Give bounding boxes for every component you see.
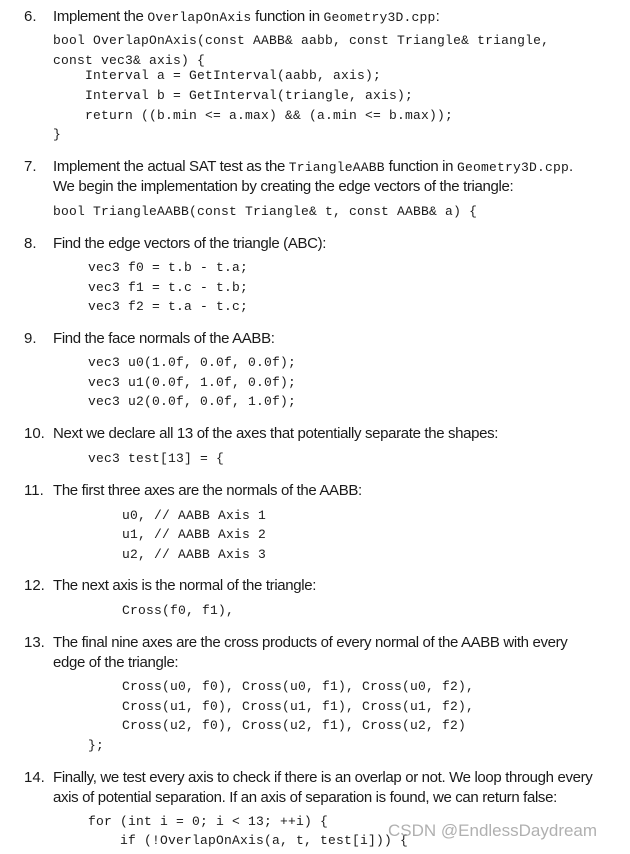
step-6-number: 6.	[24, 8, 37, 25]
code-line: Interval b = GetInterval(triangle, axis);	[53, 88, 414, 103]
code-line: u2, // AABB Axis 3	[122, 547, 267, 562]
step-13-text: The final nine axes are the cross products of every normal of the AABB with every	[53, 634, 568, 651]
watermark: CSDN @EndlessDaydream	[388, 821, 598, 840]
step-10-text: Next we declare all 13 of the axes that potentially separate the shapes:	[53, 425, 499, 442]
code-line: Cross(u2, f0), Cross(u2, f1), Cross(u2, f2)	[122, 718, 467, 733]
code-line: vec3 u1(0.0f, 1.0f, 0.0f);	[88, 375, 297, 390]
code-line: bool OverlapOnAxis(const AABB& aabb, const Triangle& triangle,	[53, 33, 550, 48]
step-8-number: 8.	[24, 235, 37, 252]
code-line: Cross(f0, f1),	[122, 603, 235, 618]
inline-code: Geometry3D.cpp	[456, 160, 570, 175]
inline-code: TriangleAABB	[288, 160, 385, 175]
step-14-number: 14.	[24, 769, 45, 786]
step-7-text	[53, 157, 625, 178]
code-line: vec3 u2(0.0f, 0.0f, 1.0f);	[88, 394, 297, 409]
step-6-text	[53, 7, 625, 28]
step-9-number: 9.	[24, 330, 37, 347]
step-7-text-line2: We begin the implementation by creating the edge vectors of the triangle:	[53, 178, 514, 195]
step-14-text: Finally, we test every axis to check if there is an overlap or not. We loop through every	[53, 769, 593, 786]
code-line: u0, // AABB Axis 1	[122, 508, 267, 523]
code-line: vec3 f1 = t.c - t.b;	[88, 280, 249, 295]
step-12-number: 12.	[24, 577, 45, 594]
code-line: Cross(u1, f0), Cross(u1, f1), Cross(u1, f2),	[122, 699, 475, 714]
step-14-text-line2: axis of potential separation. If an axis of separation is found, we can return false:	[53, 789, 557, 806]
text-run: function in	[384, 158, 457, 175]
text-run: :	[435, 8, 440, 25]
step-8-text: Find the edge vectors of the triangle (ABC):	[53, 235, 327, 252]
step-11-number: 11.	[24, 482, 44, 499]
code-line: u1, // AABB Axis 2	[122, 527, 267, 542]
code-line: }	[53, 127, 62, 142]
code-line: vec3 u0(1.0f, 0.0f, 0.0f);	[88, 355, 297, 370]
step-13-number: 13.	[24, 634, 45, 651]
step-12-text: The next axis is the normal of the triangle:	[53, 577, 317, 594]
inline-code: OverlapOnAxis	[147, 10, 252, 25]
code-line: Interval a = GetInterval(aabb, axis);	[53, 68, 382, 83]
code-line: };	[88, 738, 105, 753]
text-run: Implement the actual SAT test as the	[53, 158, 289, 175]
step-7-number: 7.	[24, 158, 37, 175]
text-run: function in	[251, 8, 324, 25]
step-9-text: Find the face normals of the AABB:	[53, 330, 275, 347]
code-line: vec3 test[13] = {	[88, 451, 225, 466]
code-line: for (int i = 0; i < 13; ++i) {	[88, 814, 329, 829]
text-run: .	[569, 158, 573, 175]
code-line: bool TriangleAABB(const Triangle& t, const AABB& a) {	[53, 204, 478, 219]
text-run: Implement the	[53, 8, 148, 25]
code-line: Cross(u0, f0), Cross(u0, f1), Cross(u0, f2),	[122, 679, 475, 694]
inline-code: Geometry3D.cpp	[323, 10, 436, 25]
code-line: return ((b.min <= a.max) && (a.min <= b.max));	[53, 108, 454, 123]
code-line: const vec3& axis) {	[53, 52, 206, 68]
code-line: vec3 f0 = t.b - t.a;	[88, 260, 249, 275]
code-line: if (!OverlapOnAxis(a, t, test[i])) {	[88, 833, 409, 848]
code-line: vec3 f2 = t.a - t.c;	[88, 299, 249, 314]
step-13-text-line2: edge of the triangle:	[53, 654, 179, 671]
step-10-number: 10.	[24, 425, 45, 442]
step-11-text: The first three axes are the normals of the AABB:	[53, 482, 362, 499]
